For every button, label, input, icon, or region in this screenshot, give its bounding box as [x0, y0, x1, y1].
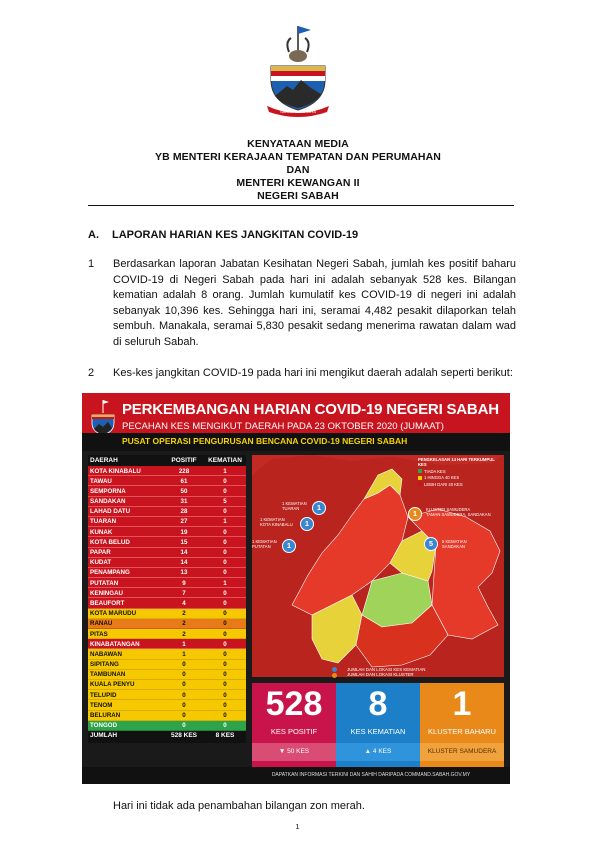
cell-deaths: 0	[223, 630, 227, 638]
stat-deaths-value: 8	[368, 685, 388, 723]
paragraph-2-text: Kes-kes jangkitan COVID-19 pada hari ini mengikut daerah adalah seperti berikut:	[113, 367, 513, 379]
cell-positive: 27	[180, 518, 188, 526]
cell-district: TAWAU	[90, 477, 112, 485]
death-pin-putatan: 1	[282, 539, 296, 553]
death-pin-label-tuaran: 1 KEMATIAN TUARAN	[282, 501, 307, 511]
table-row	[88, 578, 246, 588]
cell-positive: 13	[180, 569, 188, 577]
table-row	[88, 486, 246, 496]
paragraph-1-number: 1	[88, 258, 95, 270]
cell-deaths: 0	[223, 589, 227, 597]
total-deaths: 8 KES	[215, 732, 235, 740]
table-row	[88, 629, 246, 639]
media-statement-heading	[80, 138, 516, 203]
stat-deaths	[336, 683, 420, 767]
cell-positive: 15	[180, 538, 188, 546]
map-legend-deaths: JUMLAH DAN LOKASI KES KEMATIAN	[332, 667, 435, 672]
cell-district: TAMBUNAN	[90, 671, 126, 679]
cell-district: LAHAD DATU	[90, 508, 131, 516]
cell-positive: 1	[182, 650, 186, 658]
legend-label-none: TIADA KES	[424, 468, 446, 474]
cell-positive: 2	[182, 630, 186, 638]
cell-deaths: 0	[223, 650, 227, 658]
cell-deaths: 1	[223, 518, 227, 526]
table-row	[88, 598, 246, 608]
closing-sentence: Hari ini tidak ada penambahan bilangan zon merah.	[113, 800, 365, 812]
cell-positive: 0	[182, 712, 186, 719]
cell-district: SIPITANG	[90, 661, 119, 669]
stat-positive-cases	[252, 683, 336, 767]
cell-positive: 0	[182, 671, 186, 679]
cell-positive: 50	[180, 487, 188, 495]
table-row	[88, 537, 246, 547]
cell-deaths: 0	[223, 681, 227, 689]
cell-deaths: 0	[223, 569, 227, 577]
table-row	[88, 711, 246, 721]
sabah-district-map	[252, 455, 504, 677]
cell-positive: 0	[182, 701, 186, 709]
cell-positive: 2	[182, 610, 186, 618]
table-row	[88, 548, 246, 558]
cell-district: TELUPID	[90, 691, 117, 699]
stat-deaths-change: ▲ 4 KES	[336, 743, 420, 761]
cell-deaths: 0	[223, 701, 227, 709]
legend-label-low: 1 HINGGA 40 KES	[424, 475, 460, 480]
infographic-footer: DAPATKAN INFORMASI TERKINI DAN SAHIH DARIPADA COMMAND.SABAH.GOV.MY	[82, 767, 510, 784]
table-row	[88, 660, 246, 670]
cell-positive: 9	[182, 579, 186, 587]
heading-line-5: NEGERI SABAH	[257, 190, 339, 202]
table-row	[88, 619, 246, 629]
cell-positive: 0	[182, 691, 186, 699]
cell-deaths: 0	[223, 691, 227, 699]
death-pin-label-kota-kinabalu: 1 KEMATIAN KOTA KINABALU	[260, 517, 293, 527]
cell-district: KUNAK	[90, 528, 113, 536]
cell-deaths: 0	[223, 538, 227, 546]
header-district: DAERAH	[90, 456, 118, 464]
table-row	[88, 649, 246, 659]
section-heading	[88, 229, 358, 241]
cell-deaths: 0	[223, 599, 227, 607]
table-row	[88, 700, 246, 710]
section-title: LAPORAN HARIAN KES JANGKITAN COVID-19	[112, 229, 359, 241]
cell-district: TUARAN	[90, 518, 117, 526]
table-row	[88, 497, 246, 507]
table-row	[88, 507, 246, 517]
death-pin-label-sandakan: 5 KEMATIAN SANDAKAN	[442, 539, 467, 549]
cell-positive: 28	[180, 508, 188, 516]
cell-deaths: 5	[223, 498, 227, 506]
table-row	[88, 680, 246, 690]
cell-positive: 61	[180, 477, 188, 485]
cell-deaths: 0	[223, 671, 227, 679]
cell-positive: 14	[180, 549, 188, 556]
table-row	[88, 568, 246, 578]
table-row	[88, 670, 246, 680]
cell-positive: 7	[182, 589, 186, 597]
table-header-row	[88, 455, 246, 466]
cell-district: NABAWAN	[90, 650, 122, 658]
stat-cluster-name: KLUSTER SAMUDERA	[420, 743, 504, 761]
death-pin-label-putatan: 1 KEMATIAN PUTATAN	[252, 539, 277, 549]
stat-cluster-value: 1	[452, 685, 472, 723]
cell-district: SANDAKAN	[90, 498, 126, 506]
cell-deaths: 1	[223, 579, 227, 587]
cell-deaths: 0	[223, 487, 227, 495]
banner-crest-icon	[90, 399, 116, 437]
cell-positive: 0	[182, 681, 186, 689]
cell-deaths: 0	[223, 620, 227, 628]
stat-positive-label: KES POSITIF	[270, 727, 318, 736]
legend-swatch-green	[418, 469, 422, 473]
cluster-pin-samudera: 1	[408, 507, 422, 521]
table-row	[88, 466, 246, 476]
cell-deaths: 0	[223, 712, 227, 719]
cell-deaths: 0	[223, 722, 227, 730]
cell-district: KOTA BELUD	[90, 538, 130, 546]
sabah-crest-logo	[265, 22, 331, 118]
crest-motto: SABAH MAJU JAYA	[279, 109, 317, 114]
legend-title: PENGKELASAN 14 HARI TERKUMPUL KES	[418, 457, 495, 467]
cell-positive: 1	[182, 640, 186, 648]
map-pin-legend	[332, 667, 510, 678]
cell-positive: 19	[180, 528, 188, 536]
paragraph-1-text: Berdasarkan laporan Jabatan Kesihatan Negeri Sabah, jumlah kes positif baharu COVID-19 di Negeri Sabah pada hari ini adalah sebanyak 528 kes. Bilangan kematian adalah 8 orang. Jumlah kumulatif kes COVID-19 di negeri ini adalah sebanyak 10,396 kes. Sehingga hari ini, seramai 4,482 pesakit dilaporkan telah sembuh. Manakala, seramai 5,830 pesakit sedang menerima rawatan dalam wad di seluruh Sabah.	[113, 258, 516, 348]
cell-district: PAPAR	[90, 549, 111, 556]
heading-divider	[88, 205, 514, 206]
legend-swatch-red	[418, 482, 422, 486]
header-positive: POSITIF	[171, 456, 197, 464]
district-table	[88, 455, 246, 743]
death-pin-sandakan: 5	[424, 537, 438, 551]
cell-deaths: 0	[223, 549, 227, 556]
death-pin-kota-kinabalu: 1	[300, 517, 314, 531]
cell-district: PENAMPANG	[90, 569, 130, 577]
section-letter: A.	[88, 229, 99, 241]
cell-district: TENOM	[90, 701, 113, 709]
cell-deaths: 1	[223, 467, 227, 475]
cell-positive: 228	[178, 467, 190, 475]
cluster-pin-label: KLUSTER SAMUDERA TAMAN SAMUDERA, SANDAKAN	[426, 507, 491, 517]
cell-deaths: 0	[223, 661, 227, 669]
heading-line-4: MENTERI KEWANGAN II	[236, 177, 360, 189]
stat-positive-change: ▼ 50 KES	[252, 743, 336, 761]
table-body	[88, 466, 246, 731]
legend-swatch-yellow	[418, 476, 422, 480]
infographic-agency: PUSAT OPERASI PENGURUSAN BENCANA COVID-19 NEGERI SABAH	[122, 436, 408, 446]
table-row	[88, 527, 246, 537]
cell-district: KINABATANGAN	[90, 640, 140, 648]
header-deaths: KEMATIAN	[208, 456, 242, 464]
cell-district: KOTA MARUDU	[90, 610, 137, 618]
cell-district: PUTATAN	[90, 579, 119, 587]
cell-deaths: 0	[223, 640, 227, 648]
legend-item-low	[418, 475, 502, 480]
cell-district: BELURAN	[90, 712, 121, 719]
covid-infographic	[82, 393, 510, 784]
cell-district: TONGOD	[90, 722, 118, 730]
legend-item-high	[418, 482, 502, 487]
cell-positive: 0	[182, 661, 186, 669]
table-row	[88, 558, 246, 568]
stat-new-cluster	[420, 683, 504, 767]
cell-positive: 4	[182, 599, 186, 607]
table-total-row	[88, 731, 246, 743]
cell-positive: 14	[180, 559, 188, 567]
death-pin-tuaran: 1	[312, 501, 326, 515]
infographic-title: PERKEMBANGAN HARIAN COVID-19 NEGERI SABAH	[122, 401, 499, 418]
table-row	[88, 639, 246, 649]
heading-line-3: DAN	[286, 164, 310, 176]
legend-item-none	[418, 469, 502, 474]
paragraph-2-number: 2	[88, 367, 95, 379]
cell-district: PITAS	[90, 630, 108, 638]
total-label: JUMLAH	[90, 732, 118, 740]
table-row	[88, 588, 246, 598]
table-row	[88, 476, 246, 486]
infographic-banner	[82, 393, 510, 451]
cell-positive: 0	[182, 722, 186, 730]
cell-deaths: 0	[223, 610, 227, 618]
total-positive: 528 KES	[170, 732, 198, 740]
stat-cluster-label: KLUSTER BAHARU	[428, 727, 496, 736]
cell-positive: 2	[182, 620, 186, 628]
cell-deaths: 0	[223, 528, 227, 536]
cell-deaths: 0	[223, 508, 227, 516]
cell-district: KENINGAU	[90, 589, 124, 597]
infographic-subtitle: PECAHAN KES MENGIKUT DAERAH PADA 23 OKTOBER 2020 (JUMAAT)	[122, 421, 444, 432]
cell-district: KOTA KINABALU	[90, 467, 141, 475]
table-row	[88, 690, 246, 700]
heading-line-2: YB MENTERI KERAJAAN TEMPATAN DAN PERUMAHAN	[155, 151, 441, 163]
table-row	[88, 609, 246, 619]
stat-positive-value: 528	[265, 685, 323, 723]
cell-district: KUALA PENYU	[90, 681, 135, 689]
table-row	[88, 517, 246, 527]
page-number: 1	[295, 822, 300, 831]
cell-deaths: 0	[223, 559, 227, 567]
cell-district: SEMPORNA	[90, 487, 126, 495]
cell-district: RANAU	[90, 620, 113, 628]
cell-district: BEAUFORT	[90, 599, 125, 607]
cell-deaths: 0	[223, 477, 227, 485]
map-legend-cluster: JUMLAH DAN LOKASI KLUSTER	[332, 672, 424, 677]
cell-positive: 31	[180, 498, 188, 506]
cell-district: KUDAT	[90, 559, 112, 567]
table-row	[88, 721, 246, 731]
legend-label-high: LEBIH DARI 40 KES	[424, 481, 463, 487]
orange-pin-icon	[332, 673, 337, 678]
zone-legend	[418, 457, 502, 487]
stat-deaths-label: KES KEMATIAN	[350, 727, 406, 736]
heading-line-1: KENYATAAN MEDIA	[247, 138, 349, 150]
